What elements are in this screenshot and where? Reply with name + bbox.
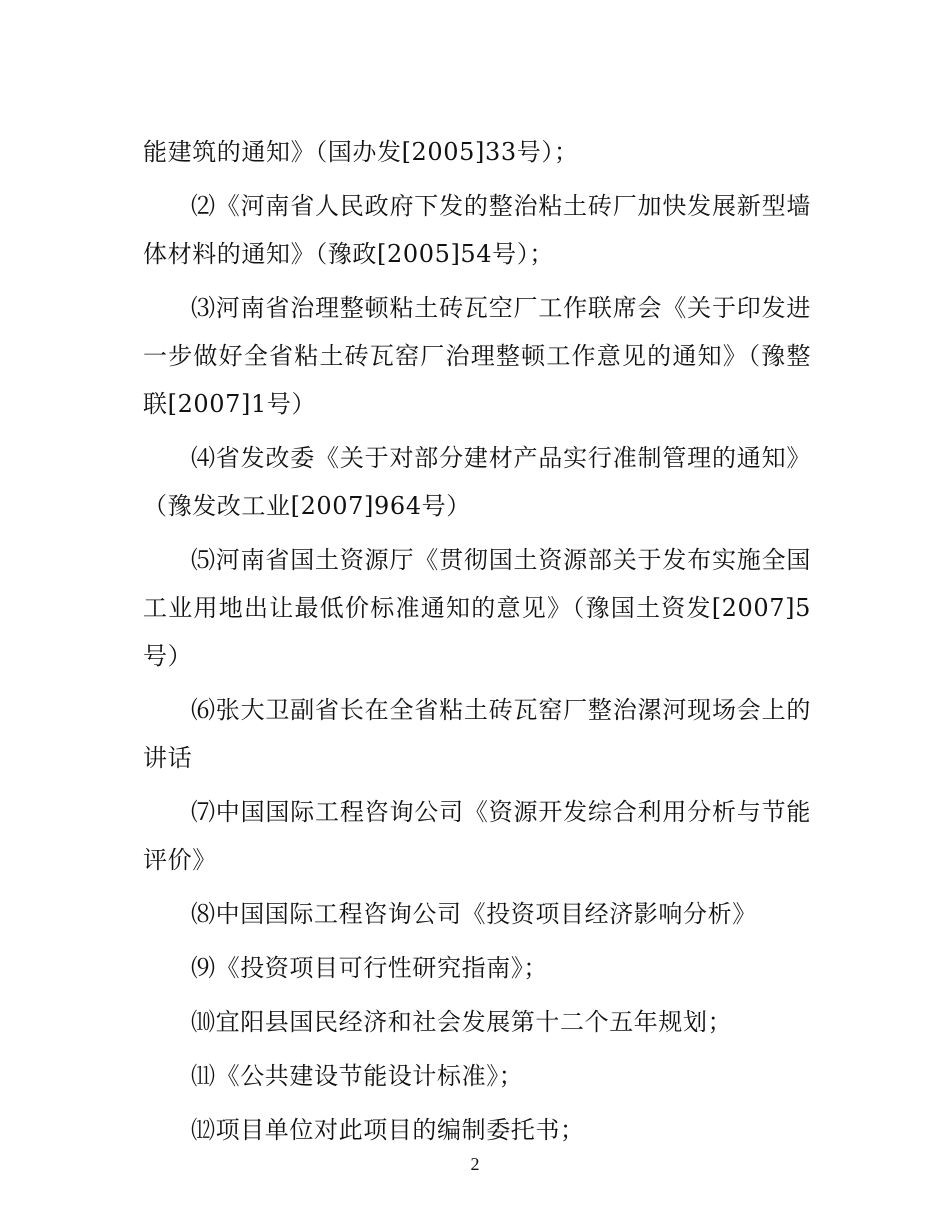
list-item-8: ⑻中国国际工程咨询公司《投资项目经济影响分析》	[191, 900, 757, 928]
list-item-4: ⑷省发改委《关于对部分建材产品实行准制管理的通知》（豫发改工业[2007]964号）	[143, 444, 811, 520]
list-item-10: ⑽宜阳县国民经济和社会发展第十二个五年规划；	[191, 1008, 733, 1036]
list-item-3: ⑶河南省治理整顿粘土砖瓦空厂工作联席会《关于印发进一步做好全省粘土砖瓦窑厂治理整顿工作意见的通知》（豫整联[2007]1号）	[143, 294, 811, 418]
list-item-12: ⑿项目单位对此项目的编制委托书；	[191, 1116, 585, 1144]
paragraph-continuation: 能建筑的通知》（国办发[2005]33号）；	[143, 138, 579, 166]
list-item-2: ⑵《河南省人民政府下发的整治粘土砖厂加快发展新型墙体材料的通知》（豫政[2005]54号）；	[143, 192, 811, 268]
list-item-6: ⑹张大卫副省长在全省粘土砖瓦窑厂整治漯河现场会上的讲话	[143, 696, 811, 772]
document-body	[143, 128, 811, 1160]
list-item-5: ⑸河南省国土资源厅《贯彻国土资源部关于发布实施全国工业用地出让最低价标准通知的意见》（豫国土资发[2007]5号）	[143, 546, 811, 670]
list-item-9: ⑼《投资项目可行性研究指南》；	[191, 954, 548, 982]
list-item-11: ⑾《公共建设节能设计标准》；	[191, 1062, 524, 1090]
page-number: 2	[470, 1154, 480, 1174]
list-item-7: ⑺中国国际工程咨询公司《资源开发综合利用分析与节能评价》	[143, 798, 811, 874]
